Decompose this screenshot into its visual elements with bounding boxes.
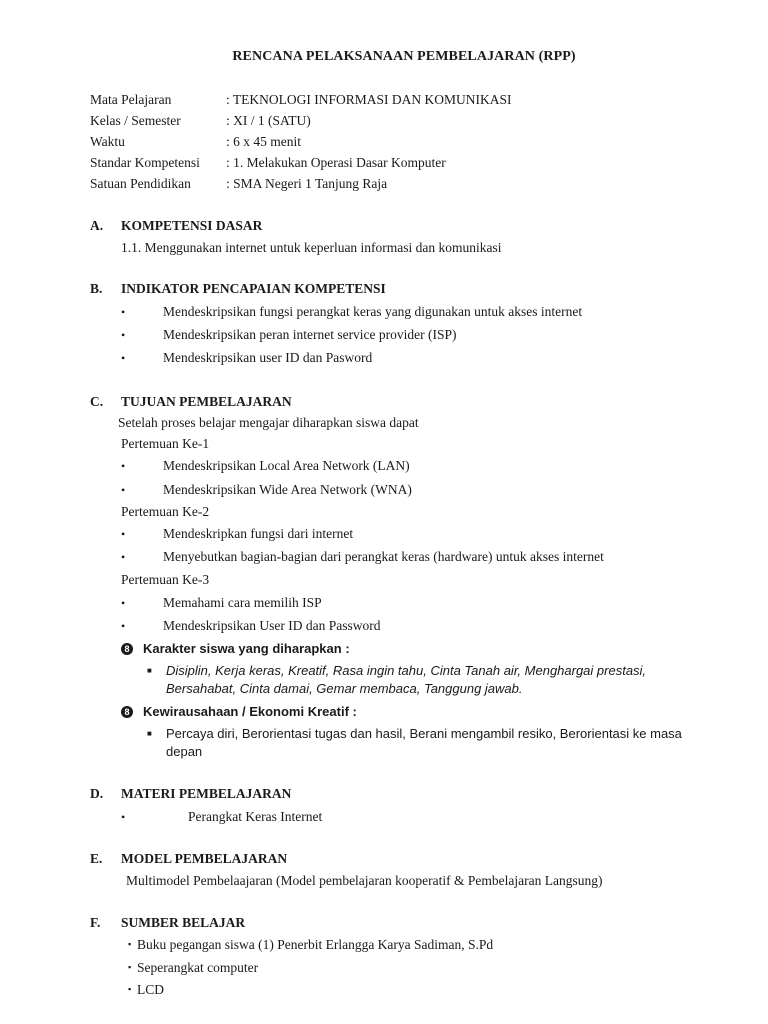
section-e-letter: E. <box>90 851 103 866</box>
bullet-icon: • <box>121 527 126 541</box>
section-e-title: MODEL PEMBELAJARAN <box>121 851 288 866</box>
bullet-icon: • <box>121 305 126 319</box>
list-item: Buku pegangan siswa (1) Penerbit Erlangga Karya Sadiman, S.Pd <box>137 937 494 952</box>
kewirausahaan-line-2: depan <box>166 744 203 759</box>
meeting-3-label: Pertemuan Ke-3 <box>121 572 210 587</box>
list-item: Perangkat Keras Internet <box>188 809 323 824</box>
list-item: Mendeskripsikan User ID dan Password <box>163 618 381 633</box>
meta-value-competency: : 1. Melakukan Operasi Dasar Komputer <box>226 155 446 170</box>
meta-label-time: Waktu <box>90 134 125 149</box>
bullet-icon: • <box>121 351 126 365</box>
bullet-icon: • <box>121 810 126 824</box>
bullet-icon: • <box>121 459 126 473</box>
list-item: Mendeskripsikan user ID dan Pasword <box>163 350 373 365</box>
square-bullet-icon: ■ <box>147 666 152 675</box>
meta-label-subject: Mata Pelajaran <box>90 92 172 107</box>
numbered-circle-icon: 8 <box>121 643 133 655</box>
list-item: Mendeskripsikan peran internet service provider (ISP) <box>163 327 457 342</box>
meta-label-school: Satuan Pendidikan <box>90 176 191 191</box>
meta-value-time: : 6 x 45 menit <box>226 134 301 149</box>
bullet-icon: • <box>121 596 126 610</box>
meta-value-class: : XI / 1 (SATU) <box>226 113 311 128</box>
section-c-letter: C. <box>90 394 104 409</box>
meta-label-competency: Standar Kompetensi <box>90 155 200 170</box>
section-b-title: INDIKATOR PENCAPAIAN KOMPETENSI <box>121 281 386 296</box>
bullet-icon: • <box>121 550 126 564</box>
section-f-title: SUMBER BELAJAR <box>121 915 246 930</box>
bullet-icon: • <box>121 619 126 633</box>
section-b-letter: B. <box>90 281 103 296</box>
bullet-icon: • <box>121 328 126 342</box>
section-a-title: KOMPETENSI DASAR <box>121 218 263 233</box>
list-item: LCD <box>137 982 164 997</box>
list-item: Mendeskripkan fungsi dari internet <box>163 526 354 541</box>
document-title: RENCANA PELAKSANAAN PEMBELAJARAN (RPP) <box>232 49 576 64</box>
list-item: Memahami cara memilih ISP <box>163 595 322 610</box>
square-bullet-icon: ▪ <box>128 939 132 949</box>
square-bullet-icon: ▪ <box>128 984 132 994</box>
bullet-icon: • <box>121 483 126 497</box>
section-c-intro: Setelah proses belajar mengajar diharapkan siswa dapat <box>118 415 419 430</box>
list-item: Mendeskripsikan Local Area Network (LAN) <box>163 458 410 473</box>
list-item: Seperangkat computer <box>137 960 259 975</box>
meta-value-subject: : TEKNOLOGI INFORMASI DAN KOMUNIKASI <box>226 92 512 107</box>
meeting-2-label: Pertemuan Ke-2 <box>121 504 210 519</box>
section-d-letter: D. <box>90 786 104 801</box>
square-bullet-icon: ▪ <box>128 962 132 972</box>
section-f-letter: F. <box>90 915 101 930</box>
numbered-circle-icon: 8 <box>121 706 133 718</box>
list-item: Menyebutkan bagian-bagian dari perangkat keras (hardware) untuk akses internet <box>163 549 604 564</box>
section-e-text: Multimodel Pembelaajaran (Model pembelajaran kooperatif & Pembelajaran Langsung) <box>126 873 603 888</box>
meta-label-class: Kelas / Semester <box>90 113 181 128</box>
karakter-line-2: Bersahabat, Cinta damai, Gemar membaca, Tanggung jawab. <box>166 681 523 696</box>
list-item: Mendeskripsikan fungsi perangkat keras yang digunakan untuk akses internet <box>163 304 583 319</box>
meeting-1-label: Pertemuan Ke-1 <box>121 436 210 451</box>
meta-value-school: : SMA Negeri 1 Tanjung Raja <box>226 176 388 191</box>
karakter-line-1: Disiplin, Kerja keras, Kreatif, Rasa ingin tahu, Cinta Tanah air, Menghargai prestasi, <box>166 663 647 678</box>
section-c-title: TUJUAN PEMBELAJARAN <box>121 394 292 409</box>
section-d-title: MATERI PEMBELAJARAN <box>121 786 292 801</box>
square-bullet-icon: ■ <box>147 729 152 738</box>
kewirausahaan-line-1: Percaya diri, Berorientasi tugas dan hasil, Berani mengambil resiko, Berorientasi ke masa <box>166 726 682 741</box>
section-a-text: 1.1. Menggunakan internet untuk keperluan informasi dan komunikasi <box>121 240 502 255</box>
section-a-letter: A. <box>90 218 104 233</box>
karakter-heading: Karakter siswa yang diharapkan : <box>143 641 350 656</box>
list-item: Mendeskripsikan Wide Area Network (WNA) <box>163 482 412 497</box>
kewirausahaan-heading: Kewirausahaan / Ekonomi Kreatif : <box>143 704 357 719</box>
